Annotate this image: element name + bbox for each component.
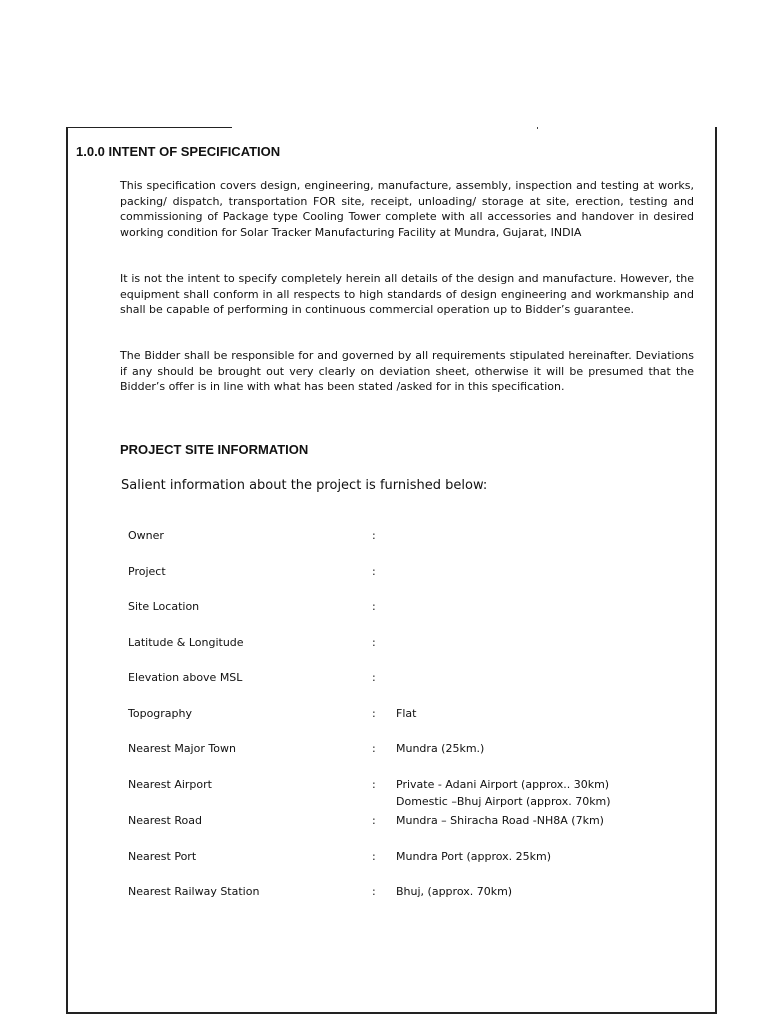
info-label: Nearest Airport [128, 778, 212, 791]
info-row-nearest-railway [128, 885, 708, 903]
info-label: Nearest Railway Station [128, 885, 260, 898]
info-row-nearest-port [128, 850, 708, 868]
paragraph-bidder: The Bidder shall be responsible for and governed by all requirements stipulated hereinafter. Deviations if any should be brought out very clearly on deviation sheet, otherwise it will be presumed that the Bidder’s offer is in line with what has been stated /asked for in this specification. [120, 349, 694, 393]
info-value: Mundra Port (approx. 25km) [396, 850, 552, 863]
paragraph-intent: It is not the intent to specify completely herein all details of the design and manufacture. However, the equipment shall conform in all respects to high standards of design engineering and workmanship and shall be capable of performing in continuous commercial operation up to Bidder’s guarantee. [120, 272, 694, 316]
project-site-heading: PROJECT SITE INFORMATION [120, 442, 309, 457]
paragraph-scope: This specification covers design, engineering, manufacture, assembly, inspection and testing at works, packing/ dispatch, transportation FOR site, receipt, unloading/ storage at site, erection, testing and commissioning of Package type Cooling Tower complete with all accessories and handover in desired working condition for Solar Tracker Manufacturing Facility at Mundra, Gujarat, INDIA [120, 179, 694, 239]
info-colon: : [372, 778, 376, 791]
info-value: Bhuj, (approx. 70km) [396, 885, 513, 898]
info-colon: : [372, 600, 376, 613]
info-value: Private - Adani Airport (approx.. 30km) [396, 778, 610, 791]
info-label: Site Location [128, 600, 200, 613]
info-colon: : [372, 742, 376, 755]
info-colon: : [372, 565, 376, 578]
info-label: Elevation above MSL [128, 671, 243, 684]
info-label: Latitude & Longitude [128, 636, 244, 649]
info-colon: : [372, 707, 376, 720]
info-row-nearest-town [128, 742, 708, 760]
info-colon: : [372, 529, 376, 542]
info-label: Nearest Port [128, 850, 197, 863]
info-colon: : [372, 636, 376, 649]
info-colon: : [372, 850, 376, 863]
info-value-secondary: Domestic –Bhuj Airport (approx. 70km) [396, 795, 611, 808]
info-row-nearest-airport [128, 778, 708, 814]
info-value: Mundra – Shiracha Road -NH8A (7km) [396, 814, 604, 827]
info-row-project [128, 565, 708, 583]
info-label: Nearest Road [128, 814, 202, 827]
project-site-intro: Salient information about the project is furnished below: [121, 478, 488, 493]
info-row-site-location [128, 600, 708, 618]
info-colon: : [372, 671, 376, 684]
info-row-topography [128, 707, 708, 725]
info-value: Flat [396, 707, 417, 720]
info-row-nearest-road [128, 814, 708, 832]
frame-top-rule [66, 127, 232, 128]
top-tick-mark [537, 127, 538, 129]
info-row-latitude-longitude [128, 636, 708, 654]
info-colon: : [372, 885, 376, 898]
section-heading: 1.0.0 INTENT OF SPECIFICATION [76, 144, 281, 159]
info-row-owner [128, 529, 708, 547]
info-colon: : [372, 814, 376, 827]
info-label: Nearest Major Town [128, 742, 236, 755]
info-label: Topography [128, 707, 193, 720]
info-row-elevation [128, 671, 708, 689]
info-label: Project [128, 565, 166, 578]
info-label: Owner [128, 529, 164, 542]
info-value: Mundra (25km.) [396, 742, 485, 755]
